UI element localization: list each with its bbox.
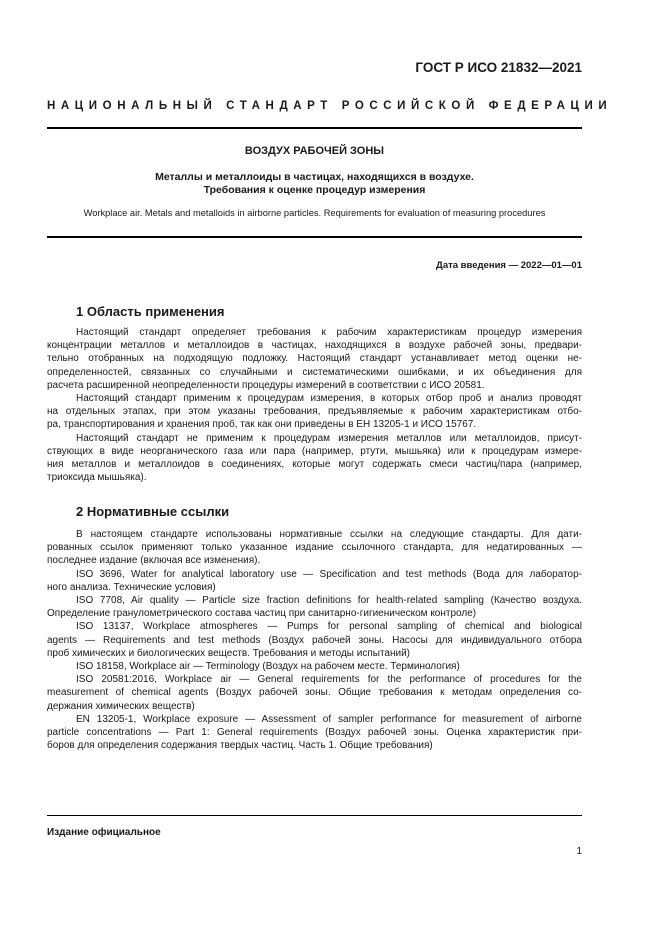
body-line: Настоящий стандарт применим к процедурам измерения, в которых отбор проб и анализ проводят bbox=[76, 393, 582, 405]
reference-line: боров для определения содержания твердых частиц. Часть 1. Общие требования) bbox=[47, 740, 433, 752]
section-1-heading: 1 Область применения bbox=[76, 304, 225, 319]
reference-line: ISO 3696, Water for analytical laboratory use — Specification and test methods (Вода для лаборатор- bbox=[76, 568, 582, 580]
section-1-body bbox=[47, 326, 582, 484]
reference-line: Определение гранулометрического состава частиц при санитарно-гигиеническом контроле) bbox=[47, 608, 477, 620]
footer-rule bbox=[47, 815, 582, 816]
body-line: ния металлов и металлоидов в соединениях, которые могут содержать смеси частиц/пара (например, bbox=[47, 459, 582, 471]
reference-line: ISO 20581:2016, Workplace air — General requirements for the performance of procedures for the bbox=[76, 674, 582, 686]
section-2-body bbox=[47, 528, 582, 752]
body-line: триоксида мышьяка). bbox=[47, 472, 147, 484]
reference-line: держания химических веществ) bbox=[47, 700, 195, 712]
reference-line: проб химических и биологических веществ. Требования и методы испытаний) bbox=[47, 647, 410, 659]
section-2-heading: 2 Нормативные ссылки bbox=[76, 504, 230, 519]
reference-line: measurement of chemical agents (Воздух рабочей зоны. Общие требования к методам определения со- bbox=[47, 687, 582, 699]
document-subtitle bbox=[47, 171, 582, 197]
reference-line: particle concentrations — Part 1: General requirements (Воздух рабочей зоны. Оценка характеристик при- bbox=[47, 727, 582, 739]
body-line: В настоящем стандарте использованы нормативные ссылки на следующие стандарты. Для дати- bbox=[76, 529, 582, 540]
body-line: определенностей, связанных со случайными и систематическими ошибками, и их объединения для bbox=[47, 366, 582, 378]
body-line: на отдельных этапах, при этом указаны требования, предъявляемые к рабочим характеристикам отбо- bbox=[47, 406, 582, 418]
body-line: концентрации металлов и металлоидов в частицах, находящихся в воздухе рабочей зоны, предвари- bbox=[47, 340, 582, 352]
subtitle-line: Требования к оценке процедур измерения bbox=[203, 184, 426, 196]
subtitle-line: Металлы и металлоиды в частицах, находящихся в воздухе. bbox=[155, 171, 474, 183]
national-standard-caption: НАЦИОНАЛЬНЫЙ СТАНДАРТ РОССИЙСКОЙ ФЕДЕРАЦИИ bbox=[47, 100, 613, 112]
body-line: тельно отобранных на подходящую подложку. Настоящий стандарт устанавливает метод оценки не- bbox=[47, 353, 582, 365]
standard-number: ГОСТ Р ИСО 21832—2021 bbox=[415, 60, 582, 75]
document-title: ВОЗДУХ РАБОЧЕЙ ЗОНЫ bbox=[244, 145, 385, 157]
reference-line: ISO 18158, Workplace air — Terminology (Воздух на рабочем месте. Терминология) bbox=[76, 661, 460, 673]
page-number: 1 bbox=[576, 846, 582, 857]
body-line: последнее издание (включая все изменения). bbox=[47, 555, 261, 567]
body-line: Настоящий стандарт определяет требования к рабочим характеристикам процедур измерения bbox=[76, 327, 582, 338]
reference-line: EN 13205-1, Workplace exposure — Assessment of sampler performance for measurement of airborne bbox=[76, 713, 582, 725]
body-line: расчета расширенной неопределенности процедуры измерений в соответствии с ИСО 20581. bbox=[47, 379, 485, 391]
official-edition-label: Издание официальное bbox=[47, 827, 161, 838]
reference-line: ISO 13137, Workplace atmospheres — Pumps for personal sampling of chemical and biological bbox=[76, 621, 582, 633]
reference-line: agents — Requirements and test methods (Воздух рабочей зоны. Насосы для индивидуального отбора bbox=[47, 634, 582, 646]
body-line: ствующих в виде неорганического газа или пара (например, ртути, мышьяка) или к процедурам измере- bbox=[47, 445, 582, 457]
body-line: ра, транспортирования и хранения проб, так как они приведены в ЕН 13205-1 и ИСО 15767. bbox=[47, 419, 477, 431]
body-line: рованных ссылок применяют только указанное издание ссылочного стандарта, для недатированных — bbox=[47, 542, 582, 554]
reference-line: ISO 7708, Air quality — Particle size fraction definitions for health-related sampling (Качество воздуха. bbox=[76, 595, 582, 607]
top-rule bbox=[47, 127, 582, 129]
title-bottom-rule bbox=[47, 236, 582, 238]
introduction-date: Дата введения — 2022—01—01 bbox=[436, 260, 582, 271]
english-title: Workplace air. Metals and metalloids in airborne particles. Requirements for evaluation of measuring procedures bbox=[83, 208, 546, 218]
body-line: Настоящий стандарт не применим к процедурам измерения металлов или металлоидов, присут- bbox=[76, 432, 582, 444]
reference-line: ного анализа. Технические условия) bbox=[47, 581, 216, 593]
